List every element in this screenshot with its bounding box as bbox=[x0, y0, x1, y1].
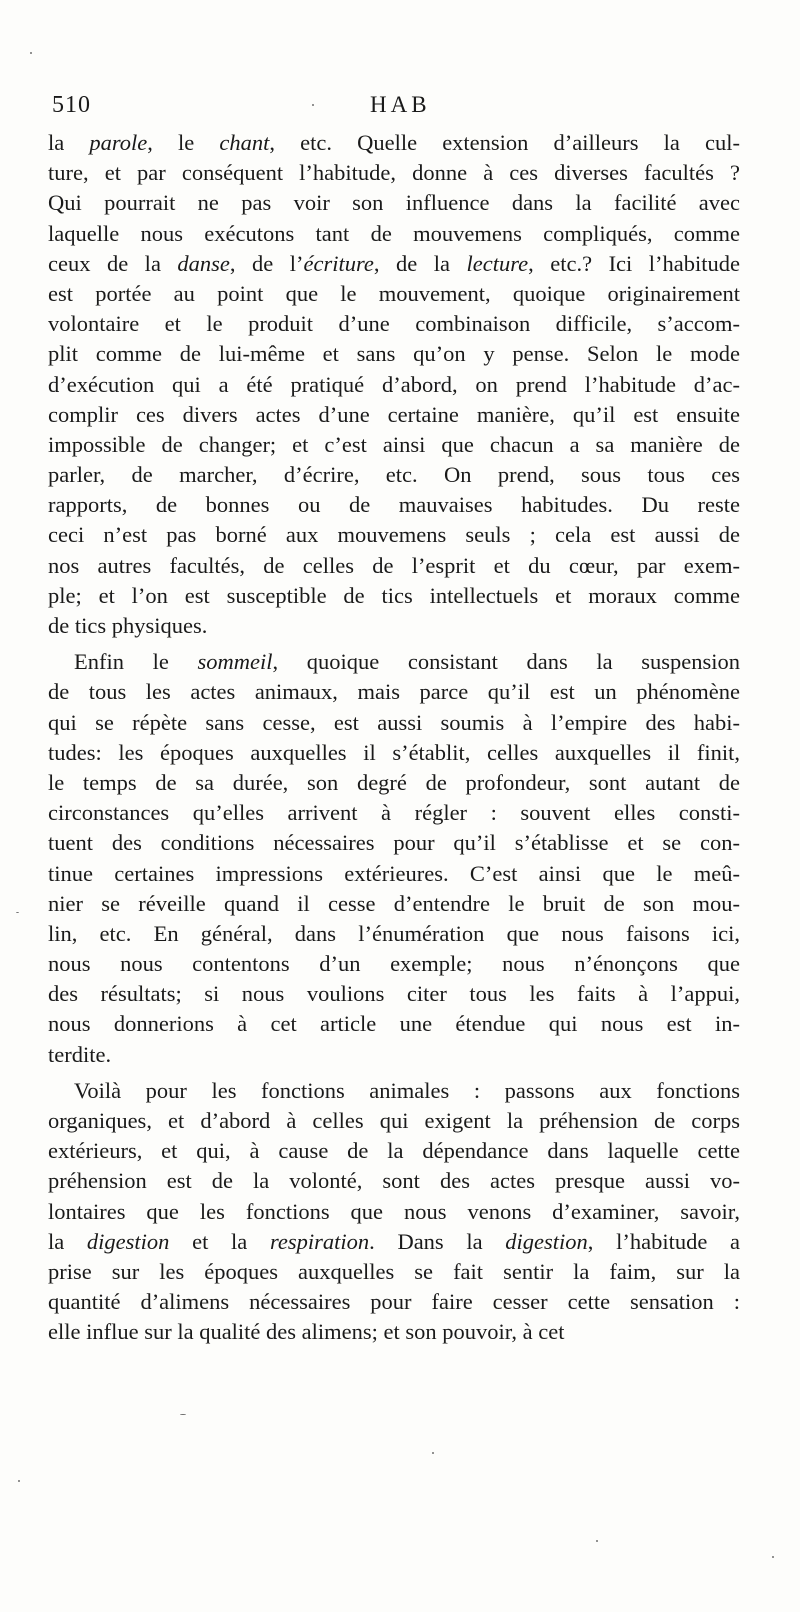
text-run: le temps de sa durée, son degré de profondeur, sont autant de bbox=[48, 769, 740, 795]
text-run: des résultats; si nous voulions citer tous les faits à l’appui, bbox=[48, 981, 740, 1007]
italic-term: respiration bbox=[269, 1228, 370, 1254]
text-line bbox=[48, 828, 740, 858]
italic-term: digestion bbox=[86, 1228, 170, 1254]
text-run: de tics physiques. bbox=[48, 613, 208, 638]
text-run: , etc. Quelle extension d’ailleurs la cul- bbox=[269, 130, 740, 155]
text-run: extérieurs, et qui, à cause de la dépendance dans laquelle cette bbox=[48, 1138, 740, 1164]
text-run: plit comme de lui-même et sans qu’on y pense. Selon le mode bbox=[48, 341, 740, 367]
text-line bbox=[48, 1040, 740, 1070]
text-run: , etc.? Ici l’habitude bbox=[528, 250, 740, 276]
text-run: Voilà pour les fonctions animales : passons aux fonctions bbox=[74, 1077, 740, 1103]
text-line bbox=[48, 339, 740, 369]
scan-speck bbox=[16, 912, 19, 913]
text-line bbox=[48, 400, 740, 430]
text-run: ple; et l’on est susceptible de tics intellectuels et moraux comme bbox=[48, 582, 740, 608]
text-line bbox=[48, 949, 740, 979]
text-run: nos autres facultés, de celles de l’esprit et du cœur, par exem- bbox=[48, 552, 740, 578]
text-run: qui se répète sans cesse, est aussi soumis à l’empire des habi- bbox=[48, 709, 740, 735]
text-run: nier se réveille quand il cesse d’entendre le bruit de son mou- bbox=[48, 890, 740, 916]
text-run: , quoique consistant dans la suspension bbox=[272, 649, 740, 675]
text-line bbox=[48, 859, 740, 889]
text-line bbox=[48, 128, 740, 158]
text-run: complir ces divers actes d’une certaine manière, qu’il est ensuite bbox=[48, 401, 740, 427]
text-run: , de l’ bbox=[229, 250, 304, 276]
text-line bbox=[48, 309, 740, 339]
text-line bbox=[48, 1136, 740, 1166]
text-line bbox=[48, 611, 740, 641]
text-run: est portée au point que le mouvement, quoique originairement bbox=[48, 280, 740, 306]
italic-term: écriture bbox=[303, 250, 374, 276]
text-run: ceci n’est pas borné aux mouvemens seuls ; cela est aussi de bbox=[48, 522, 740, 548]
text-line bbox=[48, 1287, 740, 1317]
text-line bbox=[48, 581, 740, 611]
text-run: tuent des conditions nécessaires pour qu’il s’établisse et se con- bbox=[48, 830, 740, 856]
text-run: prise sur les époques auxquelles se fait sentir la faim, sur la bbox=[48, 1258, 740, 1284]
text-run: elle influe sur la qualité des alimens; et son pouvoir, à cet bbox=[48, 1319, 565, 1345]
text-run: ture, et par conséquent l’habitude, donne à ces diverses facultés ? bbox=[48, 160, 740, 186]
text-run: lontaires que les fonctions que nous venons d’examiner, savoir, bbox=[48, 1198, 740, 1224]
scan-speck bbox=[432, 1452, 434, 1454]
italic-term: chant bbox=[219, 130, 270, 155]
text-run: lin, etc. En général, dans l’énumération que nous faisons ici, bbox=[48, 920, 740, 946]
text-line bbox=[48, 1317, 740, 1347]
text-run: circonstances qu’elles arrivent à régler : souvent elles consti- bbox=[48, 800, 740, 826]
text-run: nous nous contentons d’un exemple; nous n’énonçons que bbox=[48, 951, 740, 977]
text-line bbox=[48, 647, 740, 677]
text-run: Qui pourrait ne pas voir son influence dans la facilité avec bbox=[48, 190, 740, 216]
text-run: , le bbox=[147, 130, 220, 155]
text-line bbox=[48, 1166, 740, 1196]
scan-speck bbox=[30, 52, 32, 54]
text-line bbox=[48, 979, 740, 1009]
text-run: laquelle nous exécutons tant de mouvemens compliqués, comme bbox=[48, 220, 740, 246]
text-run: , l’habitude a bbox=[587, 1228, 740, 1254]
italic-term: sommeil bbox=[197, 649, 273, 675]
text-line bbox=[48, 738, 740, 768]
italic-term: parole bbox=[89, 130, 148, 155]
text-line bbox=[48, 460, 740, 490]
text-run: impossible de changer; et c’est ainsi que chacun a sa manière de bbox=[48, 431, 740, 457]
text-line bbox=[48, 708, 740, 738]
italic-term: digestion bbox=[505, 1228, 588, 1254]
text-line bbox=[48, 798, 740, 828]
text-line bbox=[48, 219, 740, 249]
text-line bbox=[48, 249, 740, 279]
text-line bbox=[48, 158, 740, 188]
text-run: nous donnerions à cet article une étendue qui nous est in- bbox=[48, 1011, 740, 1037]
text-line bbox=[48, 1197, 740, 1227]
text-line bbox=[48, 1076, 740, 1106]
italic-term: lecture bbox=[466, 250, 529, 276]
body-text bbox=[48, 128, 740, 1348]
text-run: quantité d’alimens nécessaires pour faire cesser cette sensation : bbox=[48, 1289, 740, 1315]
text-run: . Dans la bbox=[369, 1228, 506, 1254]
text-run: tinue certaines impressions extérieures. C’est ainsi que le meû- bbox=[48, 860, 740, 886]
page-number: 510 bbox=[52, 92, 91, 118]
text-run: préhension est de la volonté, sont des actes presque aussi vo- bbox=[48, 1168, 740, 1194]
running-head bbox=[52, 92, 742, 126]
text-line bbox=[48, 1009, 740, 1039]
text-run: Enfin le bbox=[74, 649, 198, 675]
scan-speck bbox=[772, 1556, 774, 1558]
text-line bbox=[48, 279, 740, 309]
text-run: volontaire et le produit d’une combinaison difficile, s’accom- bbox=[48, 311, 740, 337]
text-line bbox=[48, 490, 740, 520]
text-line bbox=[48, 768, 740, 798]
scan-speck bbox=[596, 1540, 598, 1542]
text-run: organiques, et d’abord à celles qui exigent la préhension de corps bbox=[48, 1108, 740, 1133]
text-line bbox=[48, 1257, 740, 1287]
text-run: rapports, de bonnes ou de mauvaises habitudes. Du reste bbox=[48, 492, 740, 518]
text-line bbox=[48, 370, 740, 400]
text-run: de tous les actes animaux, mais parce qu’il est un phénomène bbox=[48, 679, 740, 705]
text-line bbox=[48, 889, 740, 919]
text-line bbox=[48, 1227, 740, 1257]
text-line bbox=[48, 430, 740, 460]
text-line bbox=[48, 1106, 740, 1136]
text-line bbox=[48, 919, 740, 949]
text-line bbox=[48, 188, 740, 218]
scan-speck bbox=[312, 104, 314, 106]
text-line bbox=[48, 677, 740, 707]
text-run: , de la bbox=[373, 250, 467, 276]
text-run: terdite. bbox=[48, 1041, 112, 1067]
text-run: la bbox=[48, 130, 90, 155]
text-run: tudes: les époques auxquelles il s’établit, celles auxquelles il finit, bbox=[48, 739, 740, 765]
text-run: et la bbox=[169, 1228, 270, 1254]
text-run: d’exécution qui a été pratiqué d’abord, on prend l’habitude d’ac- bbox=[48, 371, 740, 397]
running-title: HAB bbox=[370, 92, 431, 117]
text-line bbox=[48, 551, 740, 581]
scan-speck bbox=[180, 1414, 186, 1415]
italic-term: danse bbox=[177, 250, 230, 276]
text-run: parler, de marcher, d’écrire, etc. On prend, sous tous ces bbox=[48, 462, 740, 488]
text-line bbox=[48, 520, 740, 550]
text-run: la bbox=[48, 1228, 87, 1254]
scan-speck bbox=[18, 1480, 20, 1482]
text-run: ceux de la bbox=[48, 250, 178, 276]
